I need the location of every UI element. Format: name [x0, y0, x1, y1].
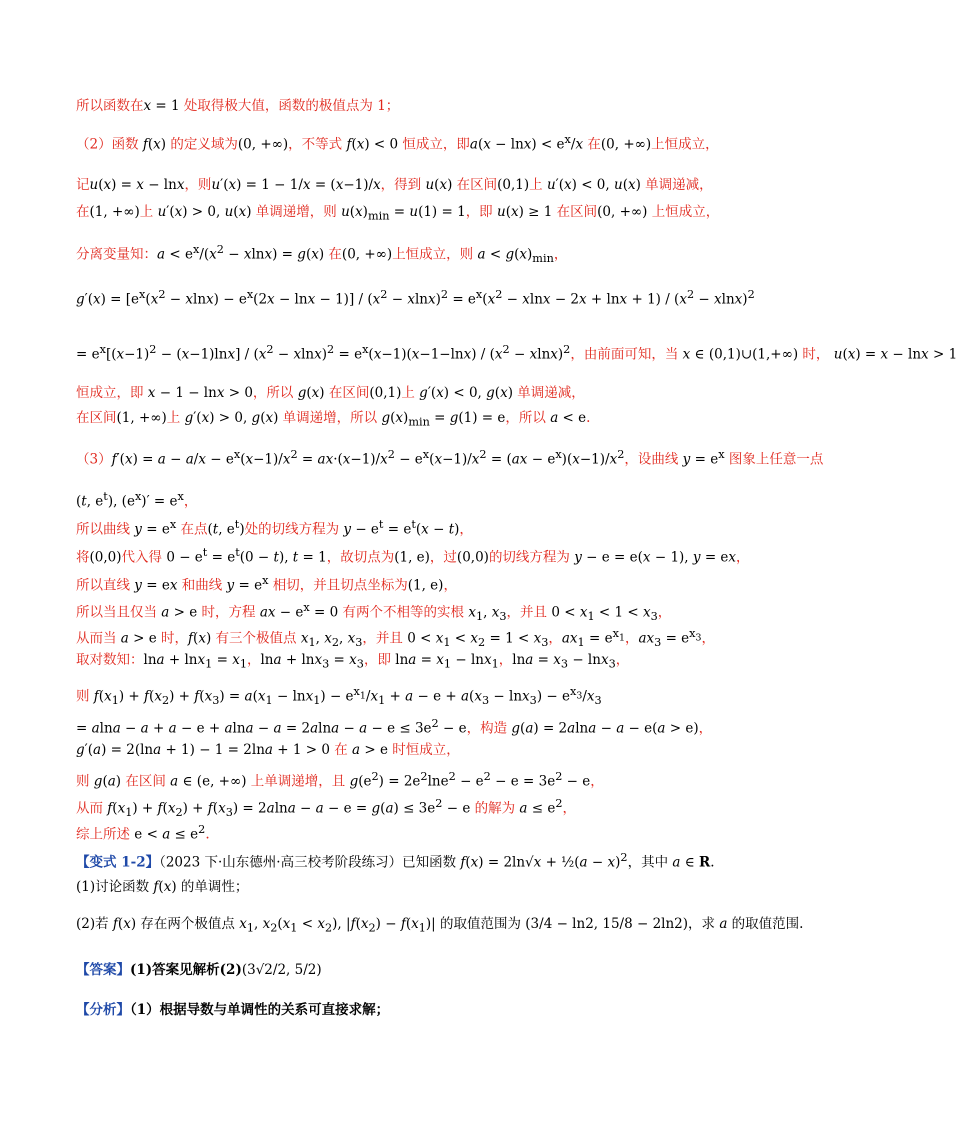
- text-line-l24: 【变式 1-2】（2023 下·山东德州·高三校考阶段练习）已知函数 f(x) = 2ln√x + ½(a − x)$^2$，其中 a ∈ R.: [76, 851, 715, 871]
- text-line-l01: 所以函数在x = 1 处取得极大值，函数的极值点为 1；: [76, 98, 400, 114]
- text-line-l18: 则 $f(x_1) + f(x_2) + f(x_3) = a(x_1 - \ln x_1) - e^{x_1}/x_1 + a - e + a(x_3 - \ln x_3) - e^{x_3}/x_3$: [76, 685, 602, 708]
- text-line-l07: = $e^x[(x-1)^2 - (x-1)\ln x] / (x^2 - xlnx)^2 = e^x(x-1)(x-1-\ln x) / (x^2 - xlnx)^2$，由前面可知，当 x ∈ (0,1)∪(1,+∞) 时， u(x) = x − lnx > 1: [76, 343, 957, 363]
- text-line-l13: 将(0,0)代入得 $0 - e^t = e^t(0 - t)$, t = 1，故切点为(1, e)，过(0,0)的切线方程为 y − e = e(x − 1), y = ex，: [76, 546, 750, 566]
- text-line-l05: 分离变量知：$a < e^x/(x^2 - xlnx) = g(x)$ 在(0, +∞)上恒成立，则 $a < g(x)_{min}$，: [76, 243, 568, 266]
- text-line-l11: (t, $e^t$), $(e^x)' = e^x$，: [76, 490, 198, 510]
- text-line-l08: 恒成立，即 x − 1 − lnx > 0，所以 g(x) 在区间(0,1)上 g′(x) < 0, g(x) 单调递减，: [76, 385, 585, 401]
- text-line-l21: 则 g(a) 在区间 a ∈ (e, +∞) 上单调递增，且 $g(e^2) = 2e^2\ln e^2 - e^2 - e = 3e^2 - e$，: [76, 770, 604, 790]
- text-line-l10: $(3)f'(x) = a - a/x - e^x(x-1)/x^2 = ax\cdot(x-1)/x^2 - e^x(x-1)/x^2 = (ax - e^x)(x-1)/x^2$，设曲线 $y = e^x$ 图象上任意一点: [76, 448, 824, 468]
- text-line-l12: 所以曲线 $y = e^x$ 在点(t, $e^t$)处的切线方程为 $y - e^t = e^t(x - t)$，: [76, 518, 473, 538]
- text-line-l16: 从而当 a > e 时，f(x) 有三个极值点 $x_1$, $x_2$, $x_3$，并且 $0 < x_1 < x_2 = 1 < x_3$，$ax_1 = e^{x_1}$，$ax_3 = e^{x_3}$，: [76, 627, 715, 650]
- text-line-l27: 【答案】(1)答案见解析(2)(3√2/2, 5/2): [76, 962, 322, 978]
- text-line-l02: （2）函数 f(x) 的定义域为(0, +∞)，不等式 f(x) < 0 恒成立，即$a(x - \ln x) < e^x/x$ 在(0, +∞)上恒成立，: [76, 133, 719, 153]
- text-line-l14: 所以直线 y = ex 和曲线 $y = e^x$ 相切，并且切点坐标为(1, e)，: [76, 574, 457, 594]
- text-line-l20: g′(a) = 2(lna + 1) − 1 = 2lna + 1 > 0 在 a > e 时恒成立，: [76, 742, 460, 758]
- text-line-l17: 取对数知：$\ln a + \ln x_1 = x_1$，$\ln a + \ln x_3 = x_3$，即 $\ln a = x_1 - \ln x_1$，$\ln a = x_3 - \ln x_3$，: [76, 652, 630, 671]
- text-line-l26: (2)若 f(x) 存在两个极值点 $x_1$, $x_2(x_1 < x_2)$, $|f(x_2) - f(x_1)|$ 的取值范围为 (3/4 − ln2, 15/8 − 2ln2)，求 a 的取值范围.: [76, 916, 804, 935]
- text-line-l28: 【分析】（1）根据导数与单调性的关系可直接求解；: [76, 1002, 390, 1018]
- text-line-l15: 所以当且仅当 a > e 时，方程 ax − $e^x = 0$ 有两个不相等的实根 $x_1$, $x_3$，并且 $0 < x_1 < 1 < x_3$，: [76, 601, 672, 624]
- text-line-l06: $g'(x) = [e^x(x^2 - xlnx) - e^x(2x - \ln x - 1)] / (x^2 - xlnx)^2 = e^x(x^2 - xlnx - 2x + \ln x + 1) / (x^2 - xlnx)^2$: [76, 288, 755, 308]
- text-line-l04: 在(1, +∞)上 u′(x) > 0, u(x) 单调递增，则 $u(x)_{min} = u(1) = 1$，即 u(x) ≥ 1 在区间(0, +∞) 上恒成立，: [76, 204, 720, 223]
- text-line-l19: = $alna - a + a - e + alna - a = 2alna - a - e \le 3e^2 - e$，构造 g(a) = 2alna − a − e(a > e)，: [76, 717, 713, 737]
- text-line-l22: 从而 $f(x_1) + f(x_2) + f(x_3) = 2alna - a - e = g(a) \le 3e^2 - e$ 的解为 $a \le e^2$，: [76, 797, 577, 820]
- text-line-l03: 记u(x) = x − lnx，则u′(x) = 1 − 1/x = (x−1)/x，得到 u(x) 在区间(0,1)上 u′(x) < 0, u(x) 单调递减，: [76, 177, 713, 193]
- text-line-l23: 综上所述 $e < a \le e^2$.: [76, 823, 210, 843]
- text-line-l25: (1)讨论函数 f(x) 的单调性；: [76, 879, 249, 895]
- text-line-l09: 在区间(1, +∞)上 g′(x) > 0, g(x) 单调递增，所以 $g(x)_{min} = g(1) = e$，所以 a < e.: [76, 410, 591, 429]
